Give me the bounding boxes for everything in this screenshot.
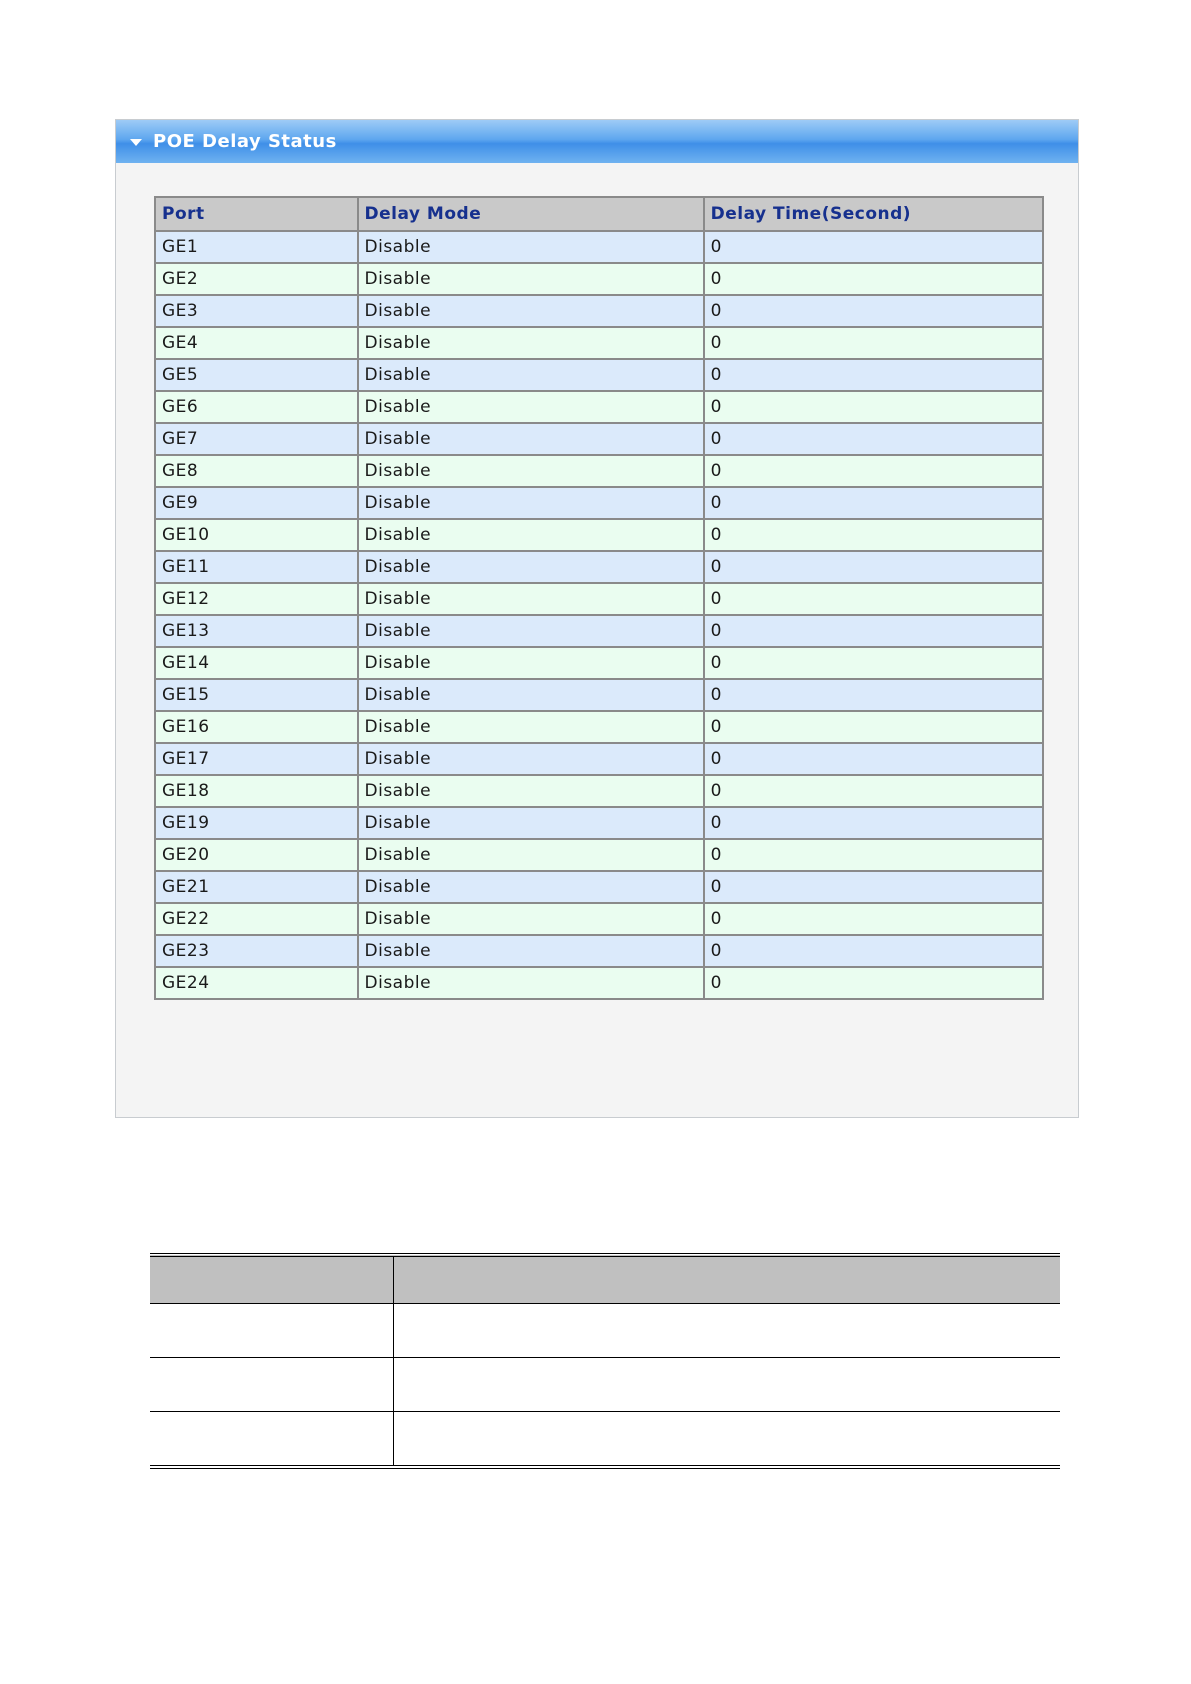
column-header-delay-mode: Delay Mode	[358, 197, 704, 231]
table-row	[155, 359, 1043, 391]
caret-down-icon[interactable]	[130, 139, 142, 146]
delay-time-cell: 0	[704, 807, 1043, 839]
description-header-object	[150, 1255, 394, 1304]
delay-time-cell: 0	[704, 647, 1043, 679]
port-cell: GE22	[155, 903, 358, 935]
delay-mode-cell: Disable	[358, 967, 704, 999]
table-row	[155, 487, 1043, 519]
table-row	[155, 327, 1043, 359]
port-cell: GE9	[155, 487, 358, 519]
table-row	[155, 935, 1043, 967]
delay-time-cell: 0	[704, 615, 1043, 647]
delay-mode-cell: Disable	[358, 327, 704, 359]
delay-mode-cell: Disable	[358, 359, 704, 391]
delay-time-cell: 0	[704, 455, 1043, 487]
delay-time-cell: 0	[704, 263, 1043, 295]
port-cell: GE6	[155, 391, 358, 423]
delay-mode-cell: Disable	[358, 871, 704, 903]
description-row	[150, 1304, 1060, 1358]
table-row	[155, 615, 1043, 647]
description-header-description	[394, 1255, 1061, 1304]
table-row	[155, 743, 1043, 775]
delay-time-cell: 0	[704, 327, 1043, 359]
delay-mode-cell: Disable	[358, 775, 704, 807]
delay-mode-cell: Disable	[358, 455, 704, 487]
delay-time-cell: 0	[704, 679, 1043, 711]
port-cell: GE14	[155, 647, 358, 679]
port-cell: GE16	[155, 711, 358, 743]
delay-time-cell: 0	[704, 839, 1043, 871]
table-row	[155, 775, 1043, 807]
port-cell: GE18	[155, 775, 358, 807]
delay-time-cell: 0	[704, 935, 1043, 967]
description-row	[150, 1358, 1060, 1412]
table-row	[155, 423, 1043, 455]
poe-delay-status-panel	[115, 119, 1079, 1118]
port-cell: GE5	[155, 359, 358, 391]
description-header-row	[150, 1255, 1060, 1304]
table-row	[155, 871, 1043, 903]
poe-delay-status-table	[154, 196, 1044, 1000]
table-row	[155, 391, 1043, 423]
delay-time-cell: 0	[704, 711, 1043, 743]
description-row	[150, 1412, 1060, 1468]
description-object-cell	[150, 1358, 394, 1412]
table-row	[155, 231, 1043, 263]
table-row	[155, 455, 1043, 487]
panel-header	[116, 120, 1078, 163]
table-row	[155, 839, 1043, 871]
port-cell: GE23	[155, 935, 358, 967]
port-cell: GE19	[155, 807, 358, 839]
delay-time-cell: 0	[704, 903, 1043, 935]
delay-mode-cell: Disable	[358, 807, 704, 839]
delay-time-cell: 0	[704, 487, 1043, 519]
port-cell: GE1	[155, 231, 358, 263]
delay-time-cell: 0	[704, 423, 1043, 455]
port-cell: GE2	[155, 263, 358, 295]
delay-time-cell: 0	[704, 871, 1043, 903]
delay-time-cell: 0	[704, 295, 1043, 327]
table-row	[155, 679, 1043, 711]
delay-mode-cell: Disable	[358, 903, 704, 935]
delay-mode-cell: Disable	[358, 839, 704, 871]
delay-mode-cell: Disable	[358, 583, 704, 615]
table-header-row	[155, 197, 1043, 231]
port-cell: GE17	[155, 743, 358, 775]
description-text-cell	[394, 1412, 1061, 1468]
port-cell: GE21	[155, 871, 358, 903]
table-row	[155, 647, 1043, 679]
delay-mode-cell: Disable	[358, 679, 704, 711]
description-text-cell	[394, 1358, 1061, 1412]
delay-mode-cell: Disable	[358, 551, 704, 583]
delay-time-cell: 0	[704, 519, 1043, 551]
delay-mode-cell: Disable	[358, 391, 704, 423]
port-cell: GE10	[155, 519, 358, 551]
port-cell: GE12	[155, 583, 358, 615]
panel-title: POE Delay Status	[153, 131, 337, 152]
table-row	[155, 583, 1043, 615]
table-row	[155, 263, 1043, 295]
port-cell: GE24	[155, 967, 358, 999]
table-row	[155, 967, 1043, 999]
port-cell: GE8	[155, 455, 358, 487]
delay-time-cell: 0	[704, 775, 1043, 807]
port-cell: GE15	[155, 679, 358, 711]
delay-mode-cell: Disable	[358, 935, 704, 967]
delay-time-cell: 0	[704, 391, 1043, 423]
table-row	[155, 551, 1043, 583]
delay-time-cell: 0	[704, 359, 1043, 391]
delay-time-cell: 0	[704, 583, 1043, 615]
port-cell: GE3	[155, 295, 358, 327]
table-row	[155, 295, 1043, 327]
delay-mode-cell: Disable	[358, 647, 704, 679]
delay-mode-cell: Disable	[358, 263, 704, 295]
delay-mode-cell: Disable	[358, 615, 704, 647]
delay-mode-cell: Disable	[358, 487, 704, 519]
table-row	[155, 903, 1043, 935]
delay-mode-cell: Disable	[358, 519, 704, 551]
delay-time-cell: 0	[704, 231, 1043, 263]
table-row	[155, 519, 1043, 551]
description-table	[150, 1253, 1060, 1469]
port-cell: GE13	[155, 615, 358, 647]
column-header-delay-time: Delay Time(Second)	[704, 197, 1043, 231]
port-cell: GE20	[155, 839, 358, 871]
port-cell: GE7	[155, 423, 358, 455]
port-cell: GE4	[155, 327, 358, 359]
description-object-cell	[150, 1304, 394, 1358]
delay-mode-cell: Disable	[358, 423, 704, 455]
table-row	[155, 711, 1043, 743]
delay-mode-cell: Disable	[358, 231, 704, 263]
delay-mode-cell: Disable	[358, 711, 704, 743]
column-header-port: Port	[155, 197, 358, 231]
delay-time-cell: 0	[704, 743, 1043, 775]
delay-time-cell: 0	[704, 551, 1043, 583]
description-object-cell	[150, 1412, 394, 1468]
port-cell: GE11	[155, 551, 358, 583]
delay-time-cell: 0	[704, 967, 1043, 999]
description-text-cell	[394, 1304, 1061, 1358]
table-row	[155, 807, 1043, 839]
delay-mode-cell: Disable	[358, 743, 704, 775]
delay-mode-cell: Disable	[358, 295, 704, 327]
